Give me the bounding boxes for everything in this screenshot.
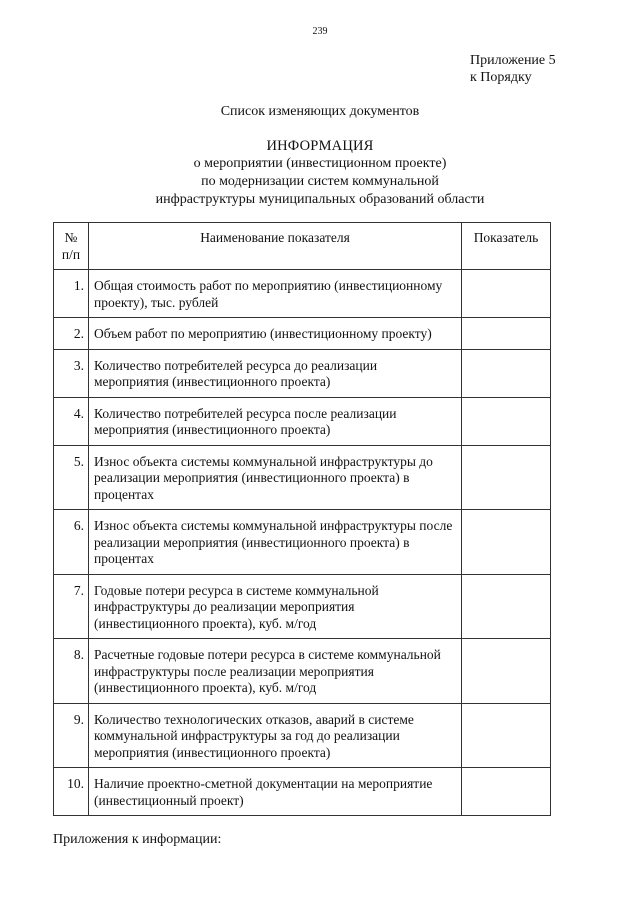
row-indicator-name: Износ объекта системы коммунальной инфраструктуры до реализации мероприятия (инвестиционного проекта) в процентах	[89, 445, 462, 510]
table-row	[54, 703, 551, 768]
row-indicator-value	[462, 574, 551, 639]
row-indicator-name: Расчетные годовые потери ресурса в системе коммунальной инфраструктуры после реализации мероприятия (инвестиционного проекта), куб. м/год	[89, 639, 462, 704]
row-indicator-value	[462, 639, 551, 704]
row-number: 9.	[54, 703, 89, 768]
page-number: 239	[312, 26, 328, 37]
row-indicator-name: Общая стоимость работ по мероприятию (инвестиционному проекту), тыс. рублей	[89, 270, 462, 318]
table-body	[54, 270, 551, 816]
row-number: 6.	[54, 510, 89, 575]
change-list-caption: Список изменяющих документов	[220, 104, 420, 119]
row-indicator-name: Объем работ по мероприятию (инвестиционному проекту)	[89, 318, 462, 350]
row-indicator-name: Наличие проектно-сметной документации на мероприятие (инвестиционный проект)	[89, 768, 462, 816]
row-indicator-value	[462, 445, 551, 510]
row-indicator-value	[462, 349, 551, 397]
indicators-table	[53, 222, 551, 816]
row-indicator-value	[462, 703, 551, 768]
row-indicator-name: Износ объекта системы коммунальной инфраструктуры после реализации мероприятия (инвестиционного проекта) в процентах	[89, 510, 462, 575]
title-line-2: по модернизации систем коммунальной	[201, 174, 439, 189]
row-number: 10.	[54, 768, 89, 816]
header-indicator-value: Показатель	[462, 223, 551, 270]
table-row	[54, 318, 551, 350]
row-number: 8.	[54, 639, 89, 704]
table-header-row	[54, 223, 551, 270]
table-row	[54, 397, 551, 445]
row-indicator-value	[462, 318, 551, 350]
title-line-3: инфраструктуры муниципальных образований области	[155, 192, 485, 207]
table-row	[54, 349, 551, 397]
row-number: 1.	[54, 270, 89, 318]
row-number: 2.	[54, 318, 89, 350]
row-indicator-name: Количество потребителей ресурса после реализации мероприятия (инвестиционного проекта)	[89, 397, 462, 445]
table-row	[54, 510, 551, 575]
row-number: 4.	[54, 397, 89, 445]
table-row	[54, 445, 551, 510]
appendix-reference	[470, 52, 556, 86]
row-indicator-name: Годовые потери ресурса в системе коммунальной инфраструктуры до реализации мероприятия (инвестиционного проекта), куб. м/год	[89, 574, 462, 639]
title-heading: ИНФОРМАЦИЯ	[266, 138, 374, 154]
appendix-line-1: Приложение 5	[470, 53, 556, 68]
row-indicator-value	[462, 397, 551, 445]
header-number-abbrev: п/п	[61, 246, 81, 262]
table-row	[54, 270, 551, 318]
document-title	[0, 137, 640, 209]
title-line-1: о мероприятии (инвестиционном проекте)	[193, 156, 447, 171]
row-number: 5.	[54, 445, 89, 510]
row-indicator-name: Количество потребителей ресурса до реализации мероприятия (инвестиционного проекта)	[89, 349, 462, 397]
row-number: 3.	[54, 349, 89, 397]
attachments-label: Приложения к информации:	[53, 832, 222, 847]
table-row	[54, 639, 551, 704]
appendix-line-2: к Порядку	[470, 70, 532, 85]
header-number	[54, 223, 89, 270]
table-row	[54, 768, 551, 816]
row-indicator-value	[462, 510, 551, 575]
table-row	[54, 574, 551, 639]
header-number-symbol: №	[64, 230, 78, 245]
row-indicator-value	[462, 270, 551, 318]
row-number: 7.	[54, 574, 89, 639]
row-indicator-name: Количество технологических отказов, аварий в системе коммунальной инфраструктуры за год до реализации мероприятия (инвестиционного проекта)	[89, 703, 462, 768]
row-indicator-value	[462, 768, 551, 816]
header-indicator-name: Наименование показателя	[89, 223, 462, 270]
